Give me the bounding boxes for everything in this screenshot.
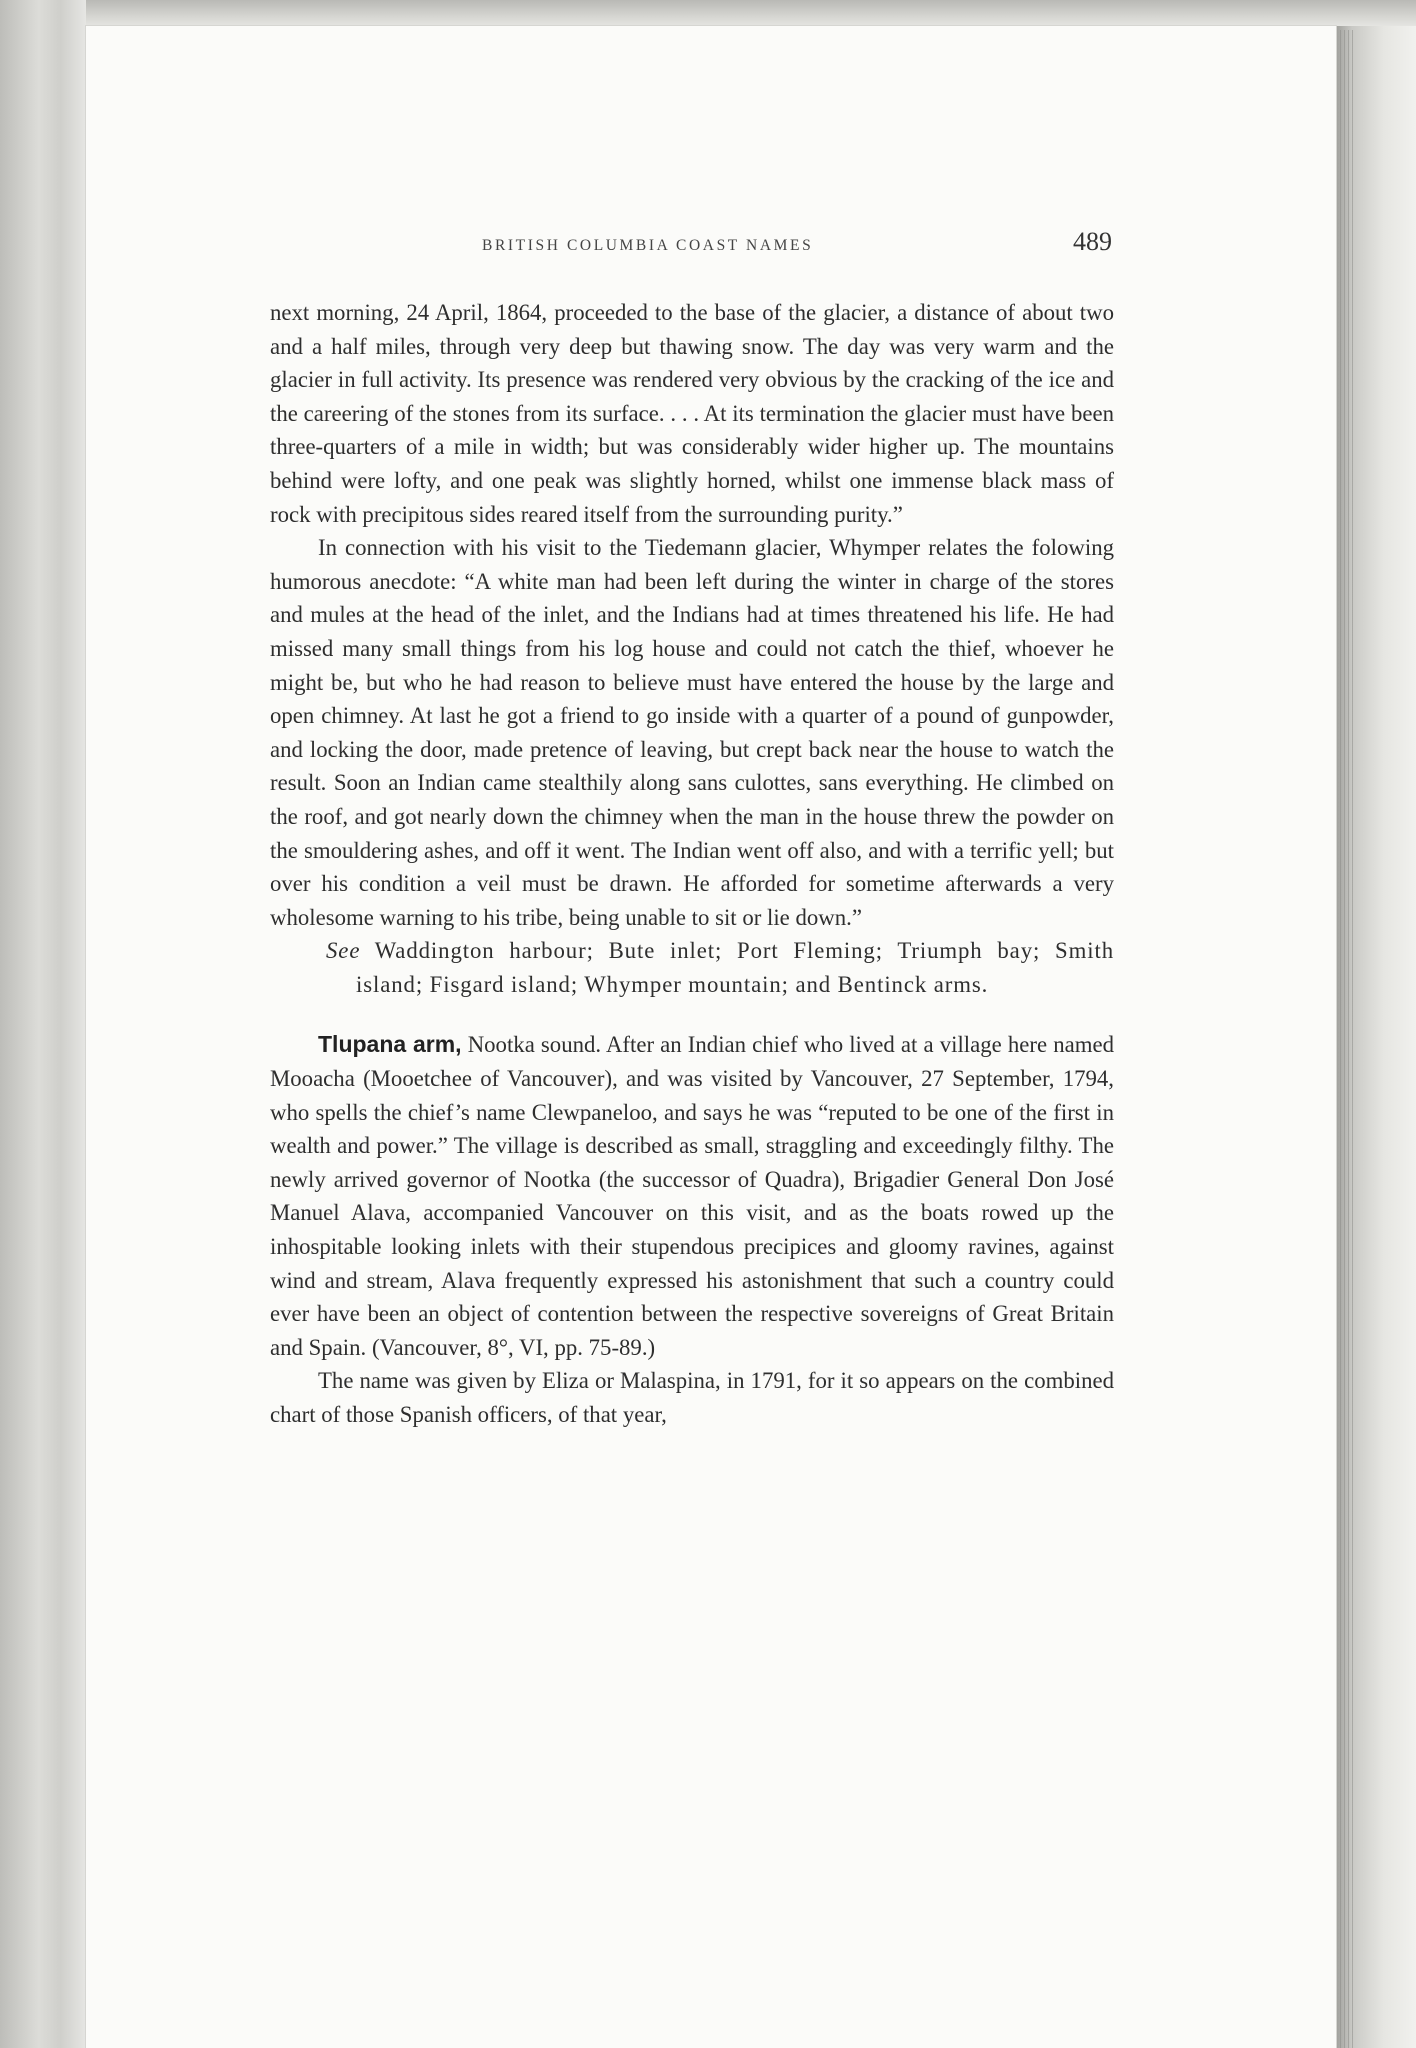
see-also-note [270, 934, 1114, 1001]
scan-left-edge [0, 0, 86, 2048]
page-stack-lines [1340, 30, 1354, 2048]
see-label: See [326, 938, 361, 964]
paragraph-anecdote: In connection with his visit to the Tiedemann glacier, Whymper relates the folowing humorous anecdote: “A white man had been left during the winter in charge of the stores and mules at the head of the inlet, and the Indians had at times threatened his life. He had missed many small things from his log house and could not catch the thief, whoever he might be, but who he had reason to believe must have entered the house by the large and open chimney. At last he got a friend to go inside with a quarter of a pound of gunpowder, and locking the door, made pretence of leaving, but crept back near the house to watch the result. Soon an Indian came stealthily along sans culottes, sans everything. He climbed on the roof, and got nearly down the chimney when the man in the house threw the powder on the smouldering ashes, and off it went. The Indian went off also, and with a terrific yell; but over his condition a veil must be drawn. He afforded for sometime afterwards a very wholesome warning to his tribe, being unable to sit or lie down.” [270, 535, 1114, 930]
running-head [270, 227, 1112, 263]
page-body [270, 296, 1114, 1432]
entry-headword: Tlupana arm, [318, 1031, 462, 1058]
see-also-text: Waddington harbour; Bute inlet; Port Fleming; Triumph bay; Smith island; Fisgard island; Whymper mountain; and Bentinck arms. [356, 938, 1114, 997]
page-number: 489 [1073, 227, 1112, 256]
running-title: BRITISH COLUMBIA COAST NAMES [482, 237, 814, 254]
paragraph-continuation: next morning, 24 April, 1864, proceeded to the base of the glacier, a distance of about two and a half miles, through very deep but thawing snow. The day was very warm and the glacier in full activity. Its presence was rendered very obvious by the cracking of the ice and the careering of the stones from its surface. . . . At its termination the glacier must have been three-quarters of a mile in width; but was considerably wider higher up. The mountains behind were lofty, and one peak was slightly horned, whilst one immense black mass of rock with precipitous sides reared itself from the surrounding purity.” [270, 300, 1114, 527]
entry-text: Nootka sound. After an Indian chief who lived at a village here named Mooacha (Mooetchee of Vancouver), and was visited by Vancouver, 27 September, 1794, who spells the chief’s name Clewpaneloo, and says he was “reputed to be one of the first in wealth and power.” The village is described as small, straggling and exceedingly filthy. The newly arrived governor of Nootka (the successor of Quadra), Brigadier General Don José Manuel Alava, accompanied Vancouver on this visit, and as the boats rowed up the inhospitable looking inlets with their stupendous precipices and gloomy ravines, against wind and stream, Alava frequently expressed his astonishment that such a country could ever have been an object of contention between the respective sovereigns of Great Britain and Spain. (Vancouver, 8°, VI, pp. 75-89.) [270, 1032, 1114, 1360]
paragraph-name-origin: The name was given by Eliza or Malaspina, in 1791, for it so appears on the combined chart of those Spanish officers, of that year, [270, 1368, 1114, 1427]
entry-tlupana-arm [270, 1028, 1114, 1364]
